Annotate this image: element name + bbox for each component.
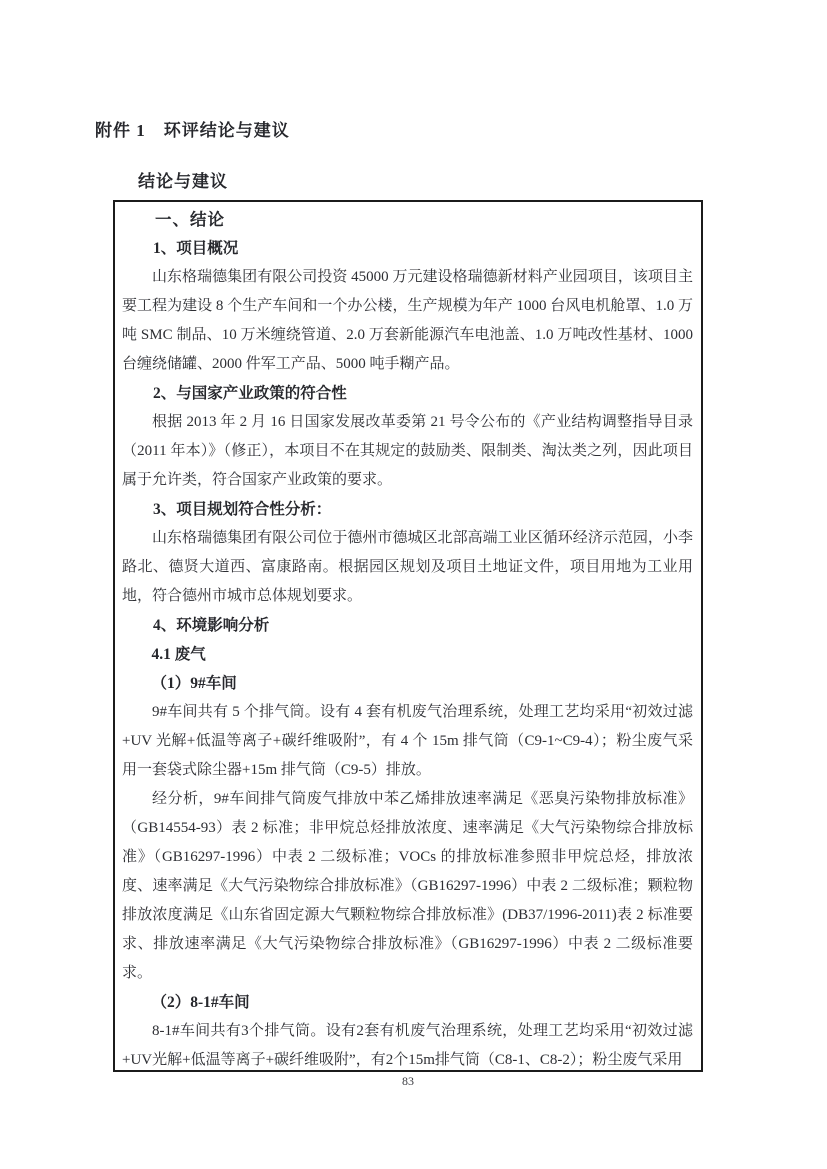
paragraph-workshop-8-1-stacks: 8-1#车间共有3个排气筒。设有2套有机废气治理系统，处理工艺均采用“初效过滤+UV光解+低温等离子+碳纤维吸附”，有2个15m排气筒（C8-1、C8-2）；粉尘废气采用 (122, 1023, 693, 1068)
conclusion-box (113, 200, 703, 1072)
paragraph-workshop-9-stacks: 9#车间共有 5 个排气筒。设有 4 套有机废气治理系统，处理工艺均采用“初效过滤+UV 光解+低温等离子+碳纤维吸附”，有 4 个 15m 排气筒（C9-1~C9-4）；粉尘废气采用一套袋式除尘器+15m 排气筒（C9-5）排放。 (122, 704, 693, 778)
paragraph-industrial-policy: 根据 2013 年 2 月 16 日国家发展改革委第 21 号令公布的《产业结构调整指导目录（2011 年本）》（修正），本项目不在其规定的鼓励类、限制类、淘汰类之列，因此项目属于允许类，符合国家产业政策的要求。 (122, 414, 693, 488)
paragraph-planning-compliance: 山东格瑞德集团有限公司位于德州市德城区北部高端工业区循环经济示范园，小李路北、德贤大道西、富康路南。根据园区规划及项目土地证文件，项目用地为工业用地，符合德州市城市总体规划要求。 (122, 530, 693, 604)
heading-workshop-8-1: （2）8-1#车间 (151, 994, 250, 1011)
paragraph-workshop-9-analysis: 经分析，9#车间排气筒废气排放中苯乙烯排放速率满足《恶臭污染物排放标准》（GB14554-93）表 2 标准；非甲烷总烃排放浓度、速率满足《大气污染物综合排放标准》（GB16297-1996）中表 2 二级标准；VOCs 的排放标准参照非甲烷总烃，排放浓度、速率满足《大气污染物综合排放标准》（GB16297-1996）中表 2 二级标准；颗粒物排放浓度满足《山东省固定源大气颗粒物综合排放标准》(DB37/1996-2011)表 2 标准要求、排放速率满足《大气污染物综合排放标准》（GB16297-1996）中表 2 二级标准要求。 (122, 791, 693, 981)
heading-waste-gas: 4.1 废气 (151, 646, 206, 663)
heading-environmental-impact: 4、环境影响分析 (153, 617, 270, 634)
page-number: 83 (402, 1074, 414, 1088)
heading-planning-compliance: 3、项目规划符合性分析： (153, 501, 332, 518)
heading-conclusion: 一、结论 (155, 210, 225, 229)
heading-project-overview: 1、项目概况 (153, 240, 239, 257)
heading-workshop-9: （1）9#车间 (151, 675, 237, 692)
attachment-title: 附件 1 环评结论与建议 (95, 121, 290, 140)
section-title: 结论与建议 (138, 172, 228, 191)
heading-industrial-policy: 2、与国家产业政策的符合性 (153, 385, 347, 402)
paragraph-project-overview: 山东格瑞德集团有限公司投资 45000 万元建设格瑞德新材料产业园项目，该项目主要工程为建设 8 个生产车间和一个办公楼，生产规模为年产 1000 台风电机舱罩、1.0 万吨 SMC 制品、10 万米缠绕管道、2.0 万套新能源汽车电池盖、1.0 万吨改性基材、1000 台缠绕储罐、2000 件军工产品、5000 吨手糊产品。 (122, 269, 693, 372)
